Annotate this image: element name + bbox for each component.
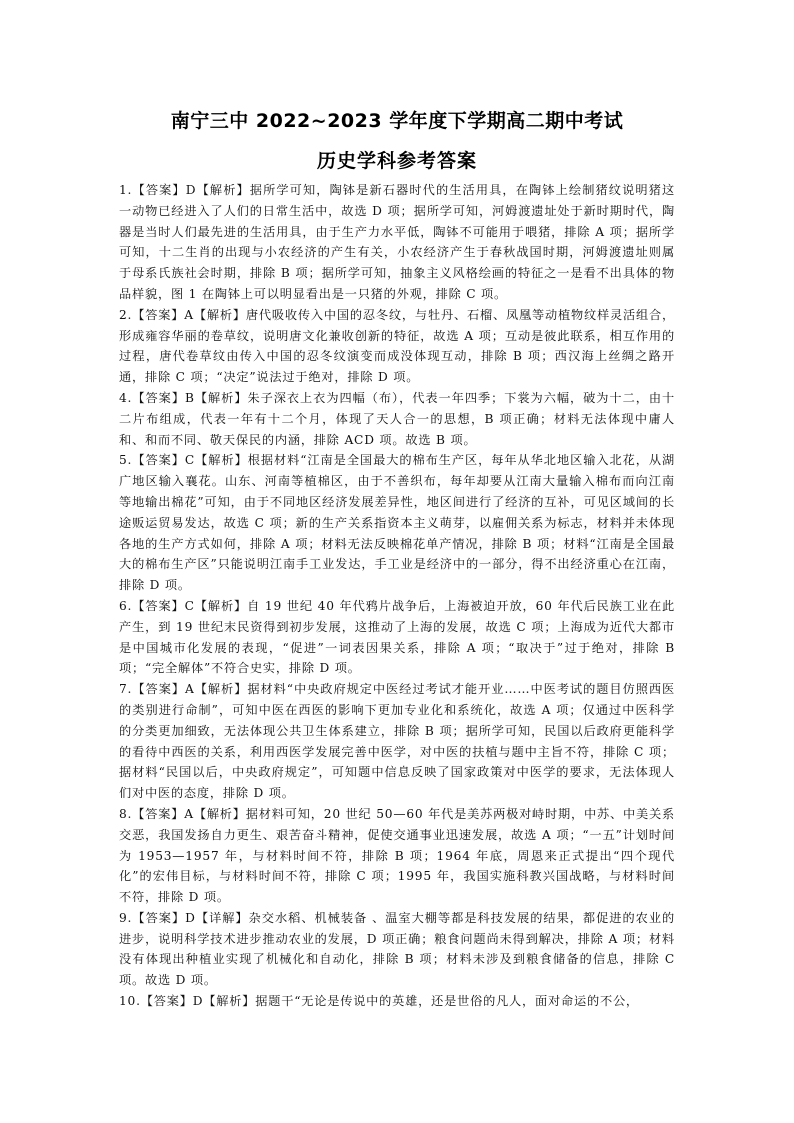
answer-item-9: 9.【答案】D【详解】杂交水稻、机械装备 、温室大棚等都是科技发展的结果，都促进的农业的进步，说明科学技术进步推动农业的发展，D 项正确；粮食问题尚未得到解决，排除 A 项；材料没有体现出种植业实现了机械化和自动化，排除 B 项；材料未涉及到粮食储备的信息，排除 C 项。故选 D 项。 [119, 910, 675, 988]
answer-list [119, 180, 688, 1012]
answer-item-5: 5.【答案】C【解析】根据材料“江南是全国最大的棉布生产区，每年从华北地区输入北花，从湖广地区输入襄花。山东、河南等植棉区，由于不善织布，每年却要从江南大量输入棉布而向江南等地输出棉花”可知，由于不同地区经济发展差异性，地区间进行了经济的互补，可见区域间的长途贩运贸易发达，故选 C 项；新的生产关系指资本主义萌芽，以雇佣关系为标志，材料并未体现各地的生产方式如何，排除 A 项；材料无法反映棉花单产情况，排除 B 项；材料“江南是全国最大的棉布生产区”只能说明江南手工业发达，手工业是经济中的一部分，得不出经济重心在江南，排除 D 项。 [119, 453, 675, 593]
answer-item-7: 7.【答案】A【解析】据材料“中央政府规定中医经过考试才能开业……中医考试的题目仿照西医的类别进行命制”，可知中医在西医的影响下更加专业化和系统化，故选 A 项；仅通过中医科学的分类更加细致，无法体现公共卫生体系建立，排除 B 项；据所学可知，民国以后政府更能科学的看待中西医的关系，利用西医学发展完善中医学，对中医的扶植与题中主旨不符，排除 C 项；据材料“民国以后，中央政府规定”，可知题中信息反映了国家政策对中医学的要求，无法体现人们对中医的态度，排除 D 项。 [119, 682, 675, 801]
answer-item-8: 8.【答案】A【解析】据材料可知，20 世纪 50—60 年代是美苏两极对峙时期，中苏、中美关系交恶，我国发扬自力更生、艰苦奋斗精神，促使交通事业迅速发展，故选 A 项；“一五”计划时间为 1953—1957 年，与材料时间不符，排除 B 项；1964 年底，周恩来正式提出“四个现代化”的宏伟目标，与材料时间不符，排除 C 项；1995 年，我国实施科教兴国战略，与材料时间不符，排除 D 项。 [119, 806, 675, 905]
answer-item-4: 4.【答案】B【解析】朱子深衣上衣为四幅（布），代表一年四季；下裳为六幅，破为十二，由十二片布组成，代表一年有十二个月，体现了天人合一的思想，B 项正确；材料无法体现中庸人 和、和而不同、敬天保民的内涵，排除 ACD 项。故选 B 项。 [119, 390, 688, 447]
answer-item-2: 2.【答案】A【解析】唐代吸收传入中国的忍冬纹，与牡丹、石榴、凤凰等动植物纹样灵活组合，形成雍容华丽的卷草纹，说明唐文化兼收创新的特征，故选 A 项；互动是彼此联系，相互作用的过程，唐代卷草纹由传入中国的忍冬纹演变而成没体现互动，排除 B 项；西汉海上丝绸之路开通，排除 C 项；“决定”说法过于绝对，排除 D 项。 [119, 307, 675, 385]
answer-item-10: 10.【答案】D【解析】据题干“无论是传说中的英雄，还是世俗的凡人，面对命运的不公， [119, 994, 639, 1009]
document-subtitle: 历史学科参考答案 [316, 150, 477, 172]
answer-item-1: 1.【答案】D【解析】据所学可知，陶钵是新石器时代的生活用具，在陶钵上绘制猪纹说明猪这一动物已经进入了人们的日常生活中，故选 D 项；据所学可知，河姆渡遗址处于新时期时代，陶器是当时人们最先进的生活用具，由于生产力水平低，陶钵不可能用于喂猪，排除 A 项；据所学可知，十二生肖的出现与小农经济的产生有关，小农经济产生于春秋战国时期，河姆渡遗址则属于母系氏族社会时期，排除 B 项；据所学可知，抽象主义风格绘画的特征之一是看不出具体的物品样貌，图 1 在陶钵上可以明显看出是一只猪的外观，排除 C 项。 [119, 183, 675, 301]
document-title: 南宁三中 2022~2023 学年度下学期高二期中考试 [170, 110, 624, 132]
answer-item-6: 6.【答案】C【解析】自 19 世纪 40 年代鸦片战争后，上海被迫开放，60 年代后民族工业在此产生，到 19 世纪末民资得到初步发展，这推动了上海的发展，故选 C 项；上海成为近代大都市是中国城市化发展的表现，“促进”一词表因果关系，排除 A 项；“取决于”过于绝对，排除 B 项；“完全解体”不符合史实，排除 D 项。 [119, 598, 675, 676]
